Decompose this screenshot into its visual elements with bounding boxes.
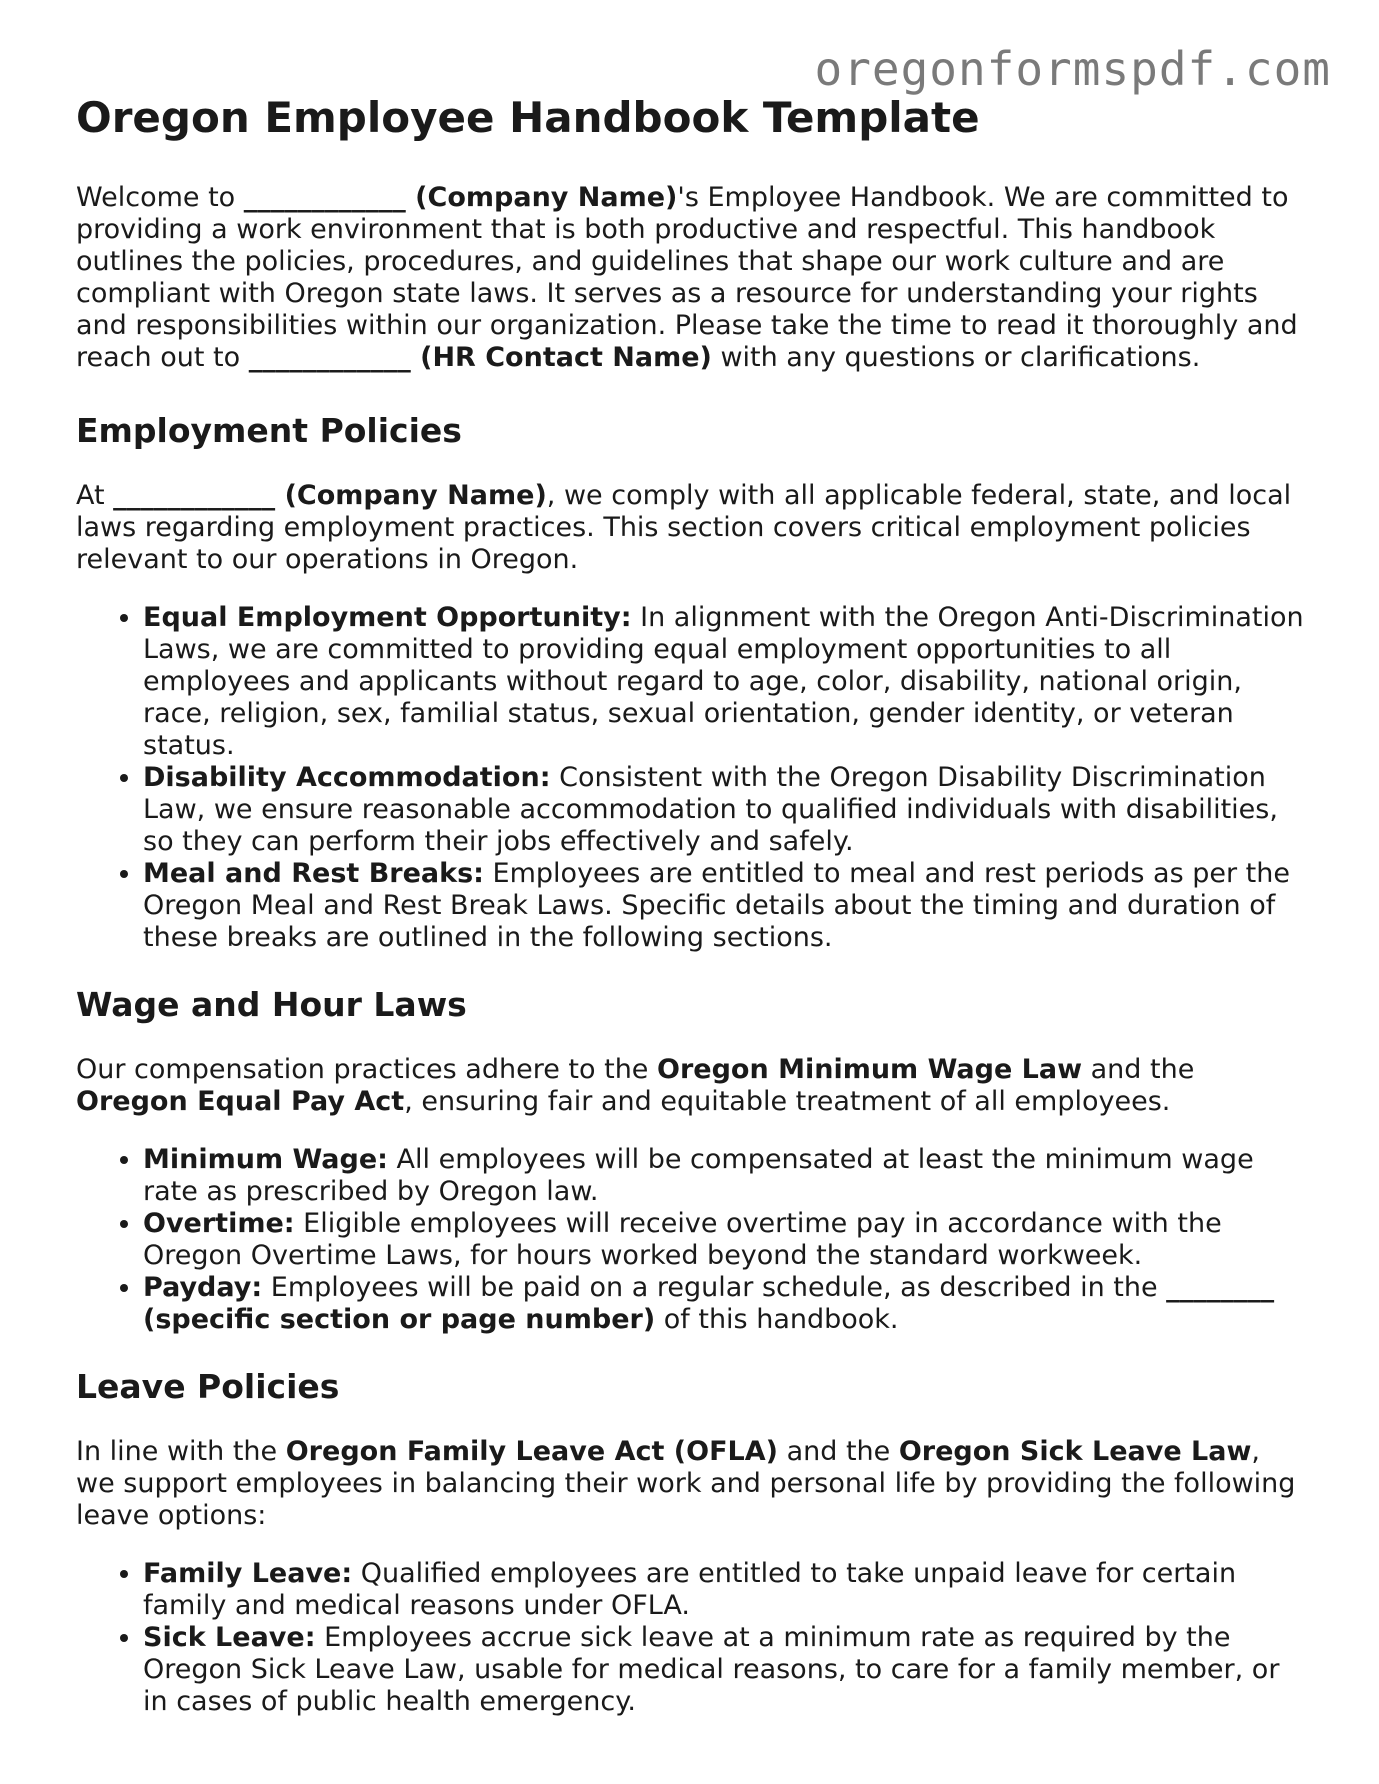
wage-text-2: and the (1082, 1054, 1195, 1085)
document-body (76, 92, 1306, 1748)
item-label: Overtime: (143, 1208, 295, 1239)
item-text: Employees will be paid on a regular schedule, as described in the (262, 1272, 1167, 1303)
section-blank: ________ (1166, 1272, 1275, 1303)
item-text: Consistent with the Oregon Disability Discrimination Law, we ensure reasonable accommodation to qualified individuals with disabilities, so they can perform their jobs effectively and safely. (143, 762, 1278, 857)
item-label: Disability Accommodation: (143, 762, 551, 793)
item-label: Family Leave: (143, 1558, 353, 1589)
employment-text-2: , we comply with all applicable federal, state, and local laws regarding employment practices. This section covers critical employment policies relevant to our operations in Oregon. (76, 480, 1292, 575)
list-item (143, 1144, 1306, 1208)
item-label: Minimum Wage: (143, 1144, 388, 1175)
law-name: Oregon Equal Pay Act (76, 1086, 405, 1117)
hr-blank: ____________ (248, 342, 411, 373)
intro-paragraph (76, 182, 1306, 374)
section-heading-employment: Employment Policies (76, 411, 462, 450)
intro-text-2: 's Employee Handbook. We are committed to providing a work environment that is both productive and respectful. This handbook outlines the policies, procedures, and guidelines that shape our work culture and are compliant with Oregon state laws. It serves as a resource for understanding your rights and responsibilities within our organization. Please take the time to read it thoroughly and reach out to (76, 182, 1298, 373)
watermark: oregonformspdf.com (814, 42, 1331, 96)
list-item (143, 1558, 1306, 1622)
company-blank: ____________ (113, 480, 276, 511)
item-text: All employees will be compensated at least the minimum wage rate as prescribed by Oregon law. (143, 1144, 1254, 1207)
wage-paragraph (76, 1054, 1306, 1118)
item-label: Equal Employment Opportunity: (143, 602, 632, 633)
list-item (143, 762, 1306, 858)
law-name: Oregon Minimum Wage Law (657, 1054, 1083, 1085)
wage-text-3: , ensuring fair and equitable treatment of all employees. (404, 1086, 1171, 1117)
list-item (143, 602, 1306, 762)
leave-list (76, 1558, 1306, 1718)
company-label: (Company Name) (275, 480, 547, 511)
list-item (143, 858, 1306, 954)
leave-text-2: and the (777, 1436, 899, 1467)
list-item (143, 1622, 1306, 1718)
hr-label: (HR Contact Name) (410, 342, 712, 373)
intro-text-1: Welcome to (76, 182, 244, 213)
employment-list (76, 602, 1306, 954)
item-text-tail: of this handbook. (655, 1304, 899, 1335)
leave-paragraph (76, 1436, 1306, 1532)
item-text: In alignment with the Oregon Anti-Discrimination Laws, we are committed to providing equal employment opportunities to all employees and applicants without regard to age, color, disability, national origin, race, religion, sex, familial status, sexual orientation, gender identity, or veteran status. (143, 602, 1304, 761)
company-label: (Company Name) (405, 182, 678, 213)
list-item (143, 1208, 1306, 1272)
list-item (143, 1272, 1306, 1336)
item-text: Eligible employees will receive overtime pay in accordance with the Oregon Overtime Laws, for hours worked beyond the standard workweek. (143, 1208, 1222, 1271)
item-text: Employees accrue sick leave at a minimum rate as required by the Oregon Sick Leave Law, usable for medical reasons, to care for a family member, or in cases of public health emergency. (143, 1622, 1280, 1717)
item-label: Sick Leave: (143, 1622, 316, 1653)
employment-paragraph (76, 480, 1306, 576)
intro-text-3: with any questions or clarifications. (711, 342, 1201, 373)
section-ref: (specific section or page number) (143, 1304, 656, 1335)
item-label: Payday: (143, 1272, 263, 1303)
leave-text-3: , we support employees in balancing their work and personal life by providing the following leave options: (76, 1436, 1296, 1531)
law-name: Oregon Sick Leave Law (898, 1436, 1252, 1467)
page-title: Oregon Employee Handbook Template (76, 93, 980, 142)
item-text: Employees are entitled to meal and rest periods as per the Oregon Meal and Rest Break Laws. Specific details about the timing and duration of these breaks are outlined in the following sections. (143, 858, 1290, 953)
law-name: Oregon Family Leave Act (OFLA) (285, 1436, 778, 1467)
item-label: Meal and Rest Breaks: (143, 858, 484, 889)
wage-list (76, 1144, 1306, 1336)
wage-text-1: Our compensation practices adhere to the (76, 1054, 658, 1085)
section-heading-leave: Leave Policies (76, 1367, 340, 1406)
item-text: Qualified employees are entitled to take unpaid leave for certain family and medical reasons under OFLA. (143, 1558, 1237, 1621)
section-heading-wage: Wage and Hour Laws (76, 985, 467, 1024)
leave-text-1: In line with the (76, 1436, 286, 1467)
company-blank: ____________ (243, 182, 406, 213)
employment-text-1: At (76, 480, 114, 511)
